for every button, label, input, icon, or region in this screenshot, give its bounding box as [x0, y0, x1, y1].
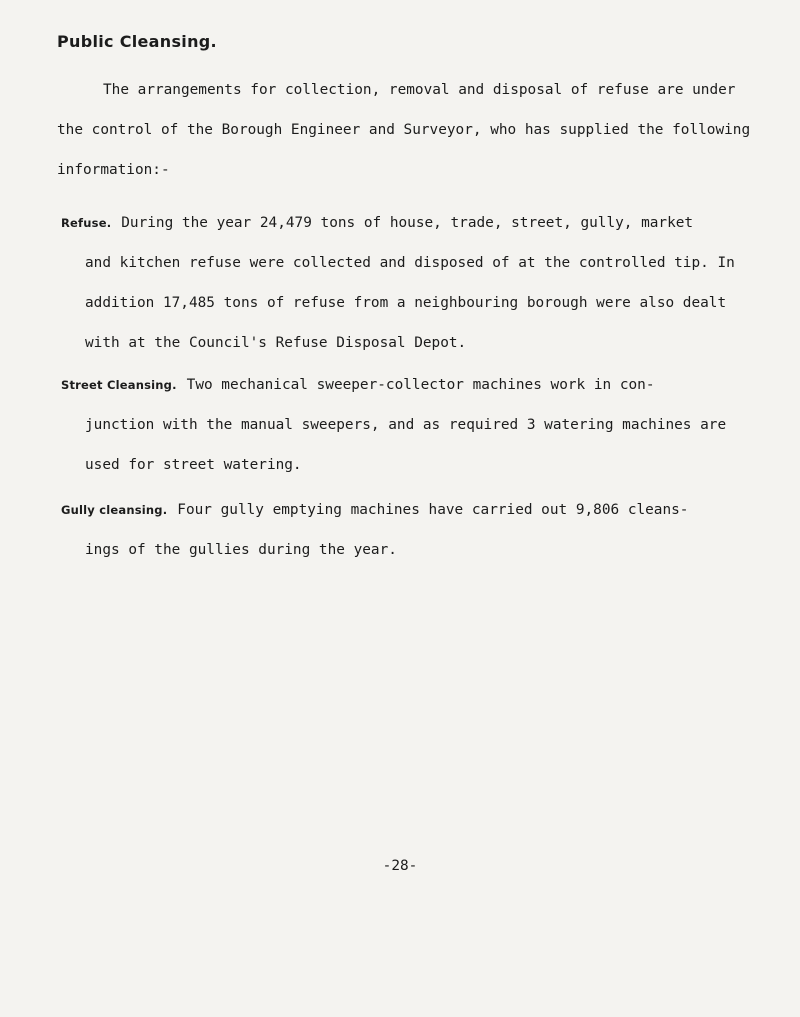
- refuse-line-3: addition 17,485 tons of refuse from a neighbouring borough were also dealt: [85, 295, 727, 311]
- gully-line-2: ings of the gullies during the year.: [85, 542, 397, 558]
- street-cleansing-paragraph: [61, 365, 761, 485]
- intro-line-2: the control of the Borough Engineer and Surveyor, who has supplied the following: [57, 122, 751, 138]
- street-line-2: junction with the manual sweepers, and as required 3 watering machines are: [85, 417, 727, 433]
- refuse-line-1: [61, 203, 761, 243]
- gully-cleansing-paragraph: [61, 490, 761, 570]
- gully-line-1: [61, 490, 761, 530]
- page-number: -28-: [382, 858, 418, 874]
- street-cleansing-label: Street Cleansing.: [61, 378, 177, 392]
- intro-paragraph: [57, 70, 757, 190]
- gully-cleansing-label: Gully cleansing.: [61, 503, 168, 517]
- intro-line-3: information:-: [57, 162, 170, 178]
- gully-text-1: Four gully emptying machines have carried out 9,806 cleans-: [177, 502, 689, 518]
- section-heading: Public Cleansing.: [57, 32, 217, 51]
- street-line-1: [61, 365, 761, 405]
- refuse-paragraph: [61, 203, 761, 363]
- refuse-line-4: with at the Council's Refuse Disposal Depot.: [85, 335, 467, 351]
- street-text-1: Two mechanical sweeper-collector machines work in con-: [186, 377, 655, 393]
- refuse-text-1: During the year 24,479 tons of house, trade, street, gully, market: [121, 215, 694, 231]
- refuse-label: Refuse.: [61, 216, 112, 230]
- refuse-line-2: and kitchen refuse were collected and disposed of at the controlled tip. In: [85, 255, 735, 271]
- street-line-3: used for street watering.: [85, 457, 302, 473]
- intro-line-1: The arrangements for collection, removal and disposal of refuse are under: [103, 82, 736, 98]
